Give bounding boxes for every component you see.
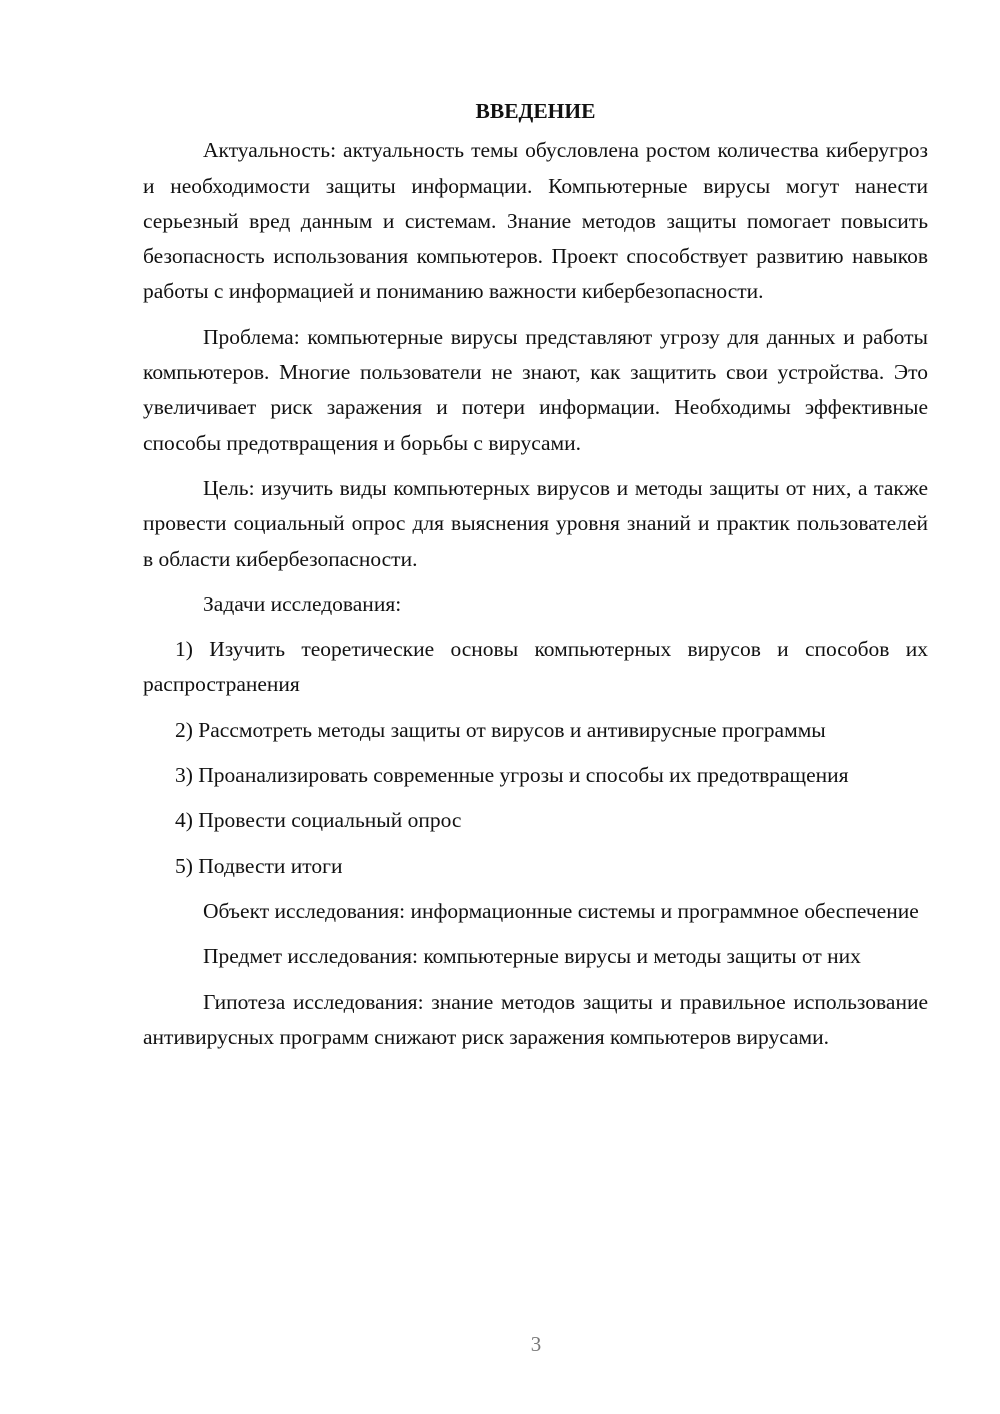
tasks-heading: Задачи исследования:: [203, 591, 402, 616]
task-item-3: 3) Проанализировать современные угрозы и способы их предотвращения: [175, 763, 849, 788]
paragraph-problem: Проблема: компьютерные вирусы представляют угрозу для данных и работы компьютеров. Многие пользователи не знают, как защитить свои устройства. Это увеличивает риск заражения и потери информации. Необходимы эффективные способы предотвращения и борьбы с вирусами.: [143, 324, 928, 455]
task-item-2: 2) Рассмотреть методы защиты от вирусов и антивирусные программы: [175, 717, 826, 742]
paragraph-object: Объект исследования: информационные системы и программное обеспечение: [203, 898, 919, 923]
task-item-5: 5) Подвести итоги: [175, 853, 343, 878]
task-item-1: 1) Изучить теоретические основы компьютерных вирусов и способов их распространения: [143, 637, 928, 697]
page-number: 3: [530, 1332, 542, 1356]
paragraph-hypothesis: Гипотеза исследования: знание методов защиты и правильное использование антивирусных программ снижают риск заражения компьютеров вирусами.: [143, 989, 928, 1049]
document-page: [143, 94, 928, 1065]
paragraph-relevance: Актуальность: актуальность темы обусловлена ростом количества киберугроз и необходимости защиты информации. Компьютерные вирусы могут нанести серьезный вред данным и системам. Знание методов защиты помогает повысить безопасность использования компьютеров. Проект способствует развитию навыков работы с информацией и пониманию важности кибербезопасности.: [143, 138, 928, 304]
paragraph-subject: Предмет исследования: компьютерные вирусы и методы защиты от них: [203, 944, 861, 969]
paragraph-goal: Цель: изучить виды компьютерных вирусов и методы защиты от них, а также провести социальный опрос для выяснения уровня знаний и практик пользователей в области кибербезопасности.: [143, 475, 928, 571]
section-title: ВВЕДЕНИЕ: [475, 99, 596, 123]
task-item-4: 4) Провести социальный опрос: [175, 808, 462, 833]
